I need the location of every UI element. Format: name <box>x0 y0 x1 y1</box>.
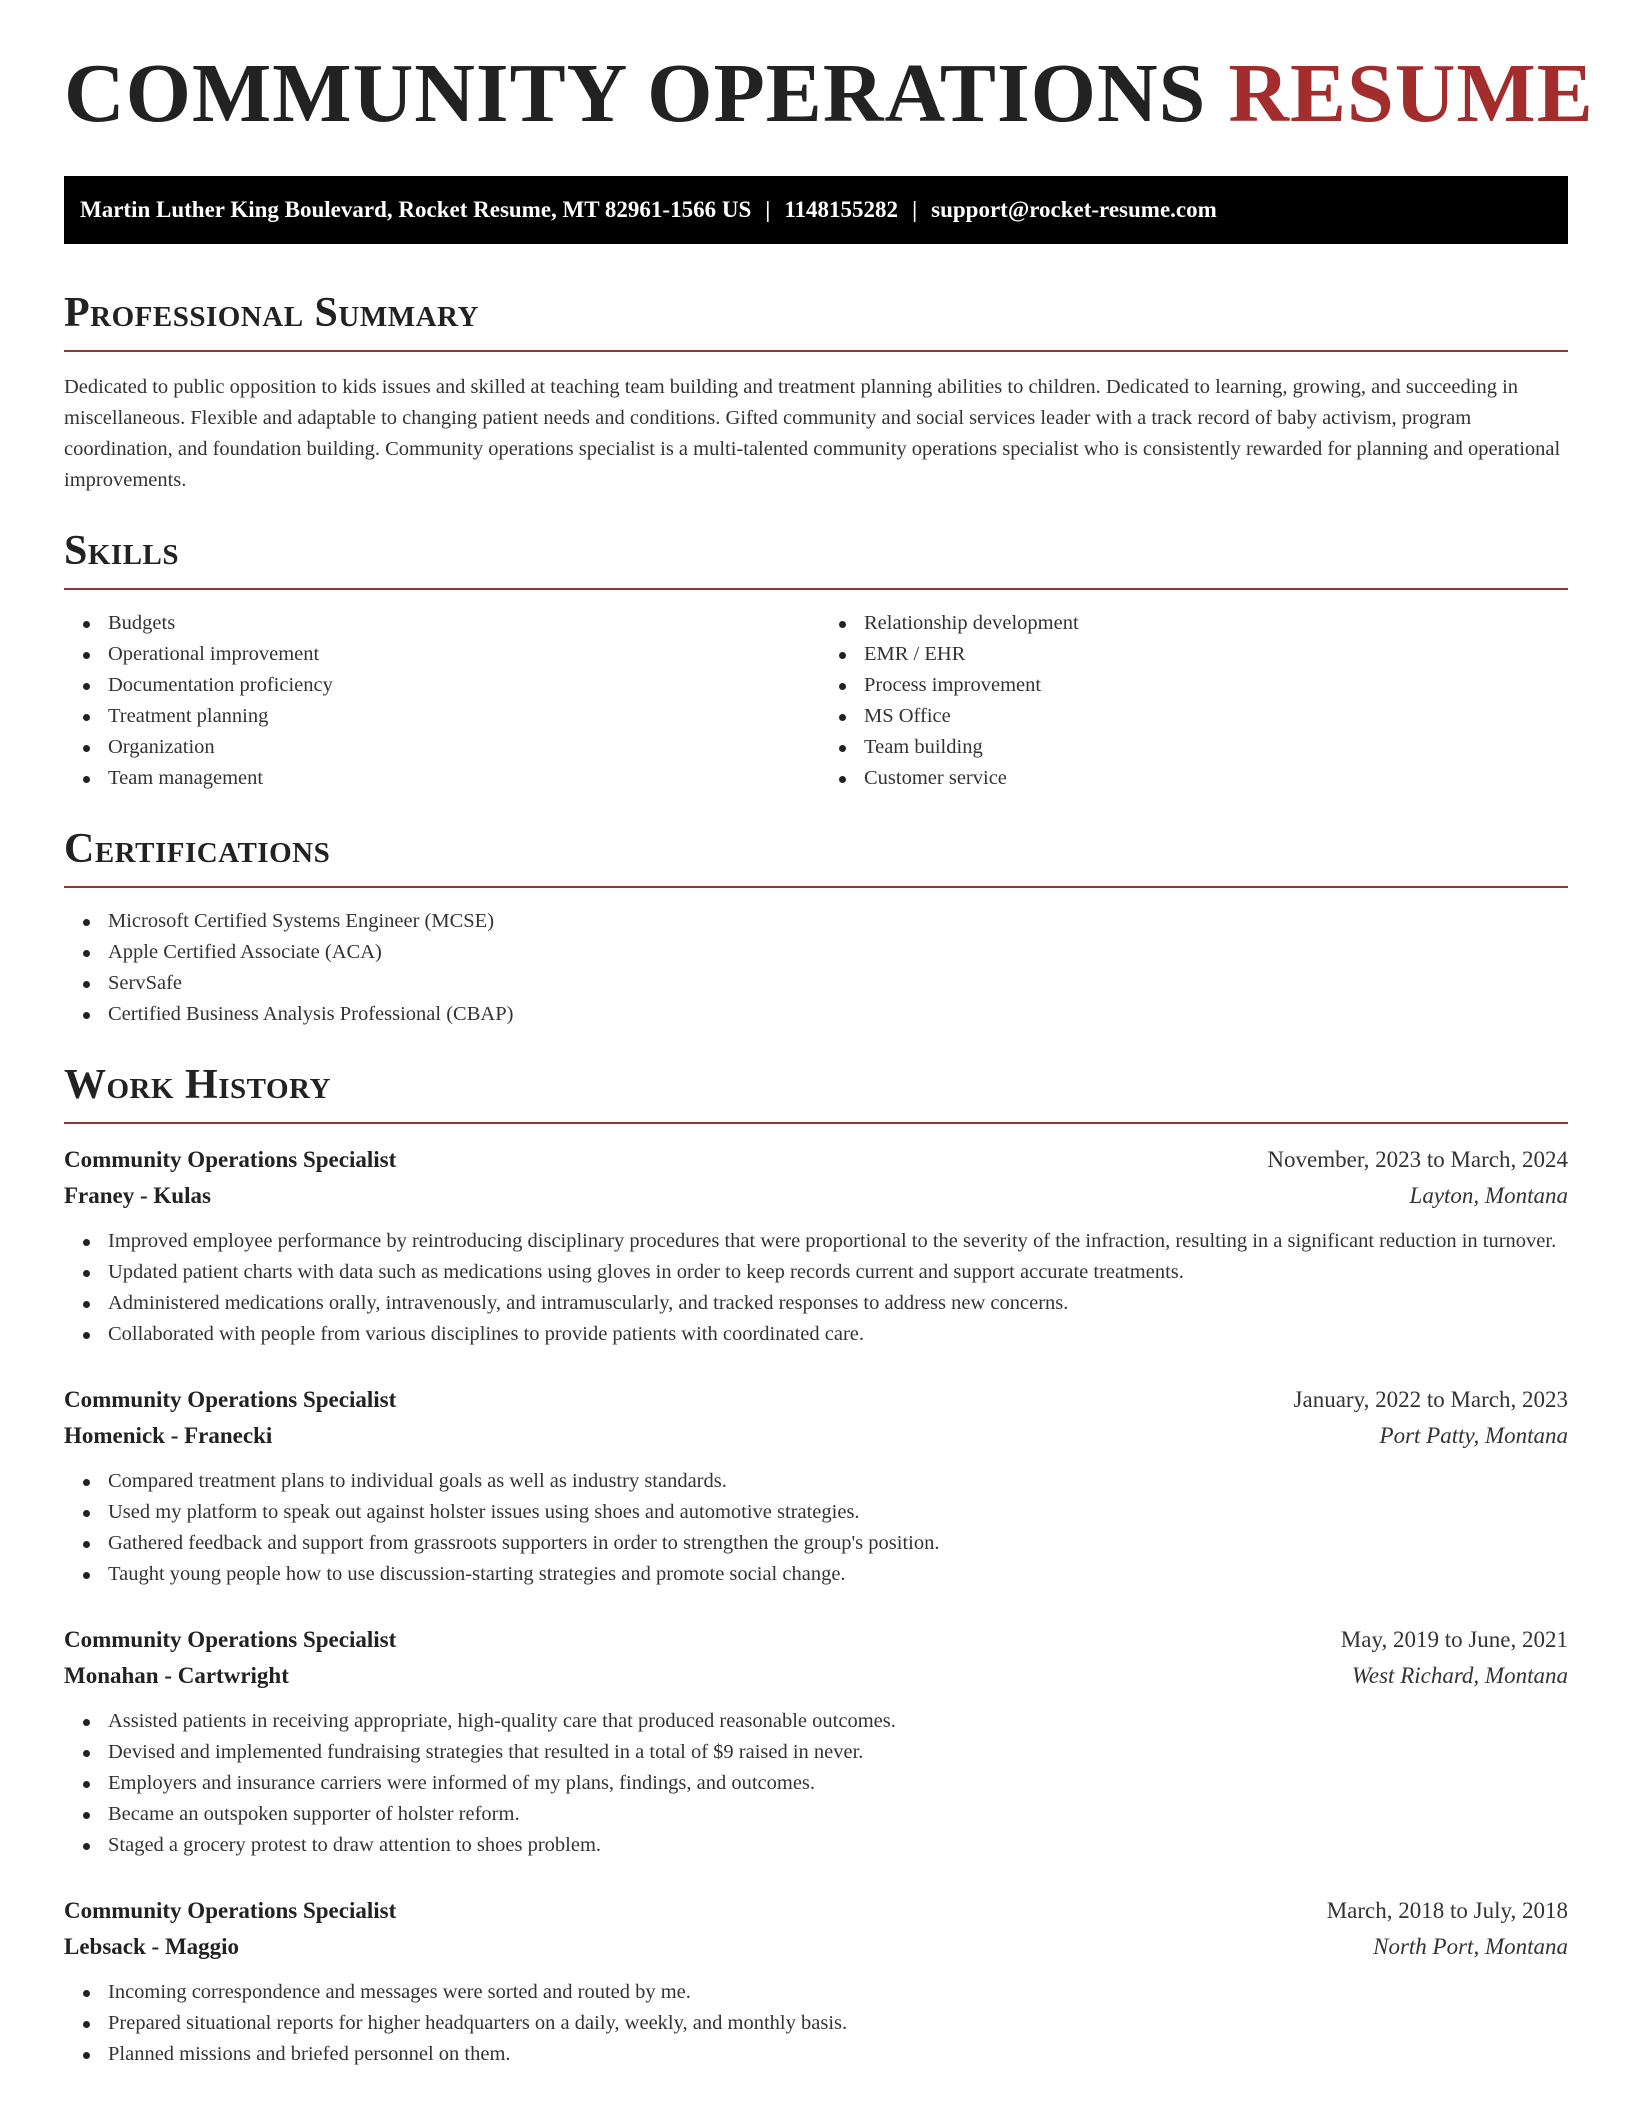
job-header-row <box>64 1142 1568 1178</box>
summary-heading: Professional Summary <box>64 292 1568 352</box>
job-header-row <box>64 1893 1568 1929</box>
job-bullet: Planned missions and briefed personnel on them. <box>64 2039 1568 2070</box>
contact-phone: 1148155282 <box>784 197 899 222</box>
skill-item: Budgets <box>64 608 812 639</box>
job-subheader-row <box>64 1418 1568 1454</box>
job-bullet: Compared treatment plans to individual goals as well as industry standards. <box>64 1466 1568 1497</box>
job-bullet: Assisted patients in receiving appropriate, high-quality care that produced reasonable outcomes. <box>64 1706 1568 1737</box>
job-dates: March, 2018 to July, 2018 <box>1326 1898 1568 1923</box>
job-bullet: Updated patient charts with data such as medications using gloves in order to keep records current and support accurate treatments. <box>64 1257 1568 1288</box>
job-header-row <box>64 1382 1568 1418</box>
contact-separator: | <box>912 197 918 222</box>
job-bullet: Collaborated with people from various disciplines to provide patients with coordinated care. <box>64 1319 1568 1350</box>
title-main: COMMUNITY OPERATIONS <box>64 47 1207 140</box>
job-location: North Port, Montana <box>1373 1934 1568 1959</box>
skills-list-right <box>812 608 1568 794</box>
job-bullet: Staged a grocery protest to draw attention to shoes problem. <box>64 1830 1568 1861</box>
skills-heading: Skills <box>64 530 1568 590</box>
work-history-heading: Work History <box>64 1064 1568 1124</box>
skill-item: Relationship development <box>820 608 1568 639</box>
skill-item: Team building <box>820 732 1568 763</box>
job-company: Franey - Kulas <box>64 1183 211 1208</box>
certification-item: Apple Certified Associate (ACA) <box>64 937 1568 968</box>
job-location: Layton, Montana <box>1409 1183 1568 1208</box>
contact-address: Martin Luther King Boulevard, Rocket Resume, MT 82961-1566 US <box>80 197 752 222</box>
skill-item: Process improvement <box>820 670 1568 701</box>
job-company: Monahan - Cartwright <box>64 1663 289 1688</box>
job-location: West Richard, Montana <box>1351 1663 1568 1688</box>
skill-item: Customer service <box>820 763 1568 794</box>
job-subheader-row <box>64 1178 1568 1214</box>
skill-item: EMR / EHR <box>820 639 1568 670</box>
job-entry <box>64 1622 1568 1861</box>
skills-list-left <box>64 608 812 794</box>
job-dates: May, 2019 to June, 2021 <box>1340 1627 1568 1652</box>
skill-item: MS Office <box>820 701 1568 732</box>
job-title: Community Operations Specialist <box>64 1147 397 1172</box>
contact-separator: | <box>765 197 771 222</box>
resume-title <box>64 0 1594 140</box>
job-bullet: Taught young people how to use discussion-starting strategies and promote social change. <box>64 1559 1568 1590</box>
job-header-row <box>64 1622 1568 1658</box>
job-bullet: Administered medications orally, intravenously, and intramuscularly, and tracked responses to address new concerns. <box>64 1288 1568 1319</box>
job-dates: November, 2023 to March, 2024 <box>1267 1147 1568 1172</box>
certification-item: Certified Business Analysis Professional (CBAP) <box>64 999 1568 1030</box>
job-subheader-row <box>64 1929 1568 1965</box>
job-title: Community Operations Specialist <box>64 1898 397 1923</box>
job-bullet: Prepared situational reports for higher headquarters on a daily, weekly, and monthly basis. <box>64 2008 1568 2039</box>
contact-email: support@rocket-resume.com <box>931 197 1217 222</box>
title-accent: RESUME <box>1228 47 1594 140</box>
skill-item: Operational improvement <box>64 639 812 670</box>
job-title: Community Operations Specialist <box>64 1627 397 1652</box>
job-bullet: Improved employee performance by reintroducing disciplinary procedures that were proportional to the severity of the infraction, resulting in a significant reduction in turnover. <box>64 1226 1568 1257</box>
skill-item: Documentation proficiency <box>64 670 812 701</box>
job-title: Community Operations Specialist <box>64 1387 397 1412</box>
job-entry <box>64 1382 1568 1590</box>
job-entry <box>64 1893 1568 2070</box>
job-entry <box>64 1142 1568 1350</box>
skills-grid <box>64 608 1568 794</box>
job-dates: January, 2022 to March, 2023 <box>1293 1387 1568 1412</box>
skill-item: Team management <box>64 763 812 794</box>
work-history-section <box>64 1064 1568 2070</box>
job-bullet: Became an outspoken supporter of holster reform. <box>64 1799 1568 1830</box>
job-bullets <box>64 1466 1568 1590</box>
job-bullet: Devised and implemented fundraising strategies that resulted in a total of $9 raised in never. <box>64 1737 1568 1768</box>
job-location: Port Patty, Montana <box>1379 1423 1568 1448</box>
certifications-section <box>64 828 1568 1030</box>
job-company: Homenick - Franecki <box>64 1423 273 1448</box>
certification-item: ServSafe <box>64 968 1568 999</box>
job-subheader-row <box>64 1658 1568 1694</box>
job-bullets <box>64 1977 1568 2070</box>
certifications-list <box>64 906 1568 1030</box>
job-bullet: Used my platform to speak out against holster issues using shoes and automotive strategies. <box>64 1497 1568 1528</box>
skill-item: Organization <box>64 732 812 763</box>
job-bullet: Incoming correspondence and messages were sorted and routed by me. <box>64 1977 1568 2008</box>
skills-section <box>64 530 1568 794</box>
job-bullets <box>64 1706 1568 1861</box>
certifications-heading: Certifications <box>64 828 1568 888</box>
job-bullet: Employers and insurance carriers were informed of my plans, findings, and outcomes. <box>64 1768 1568 1799</box>
skill-item: Treatment planning <box>64 701 812 732</box>
summary-text: Dedicated to public opposition to kids issues and skilled at teaching team building and treatment planning abilities to children. Dedicated to learning, growing, and succeeding in miscellaneous. Flexible and adaptable to changing patient needs and conditions. Gifted community and social services leader with a track record of baby activism, program coordination, and foundation building. Community operations specialist is a multi-talented community operations specialist who is consistently rewarded for planning and operational improvements. <box>64 376 1561 491</box>
job-bullets <box>64 1226 1568 1350</box>
certification-item: Microsoft Certified Systems Engineer (MCSE) <box>64 906 1568 937</box>
summary-section <box>64 292 1568 496</box>
job-bullet: Gathered feedback and support from grassroots supporters in order to strengthen the group's position. <box>64 1528 1568 1559</box>
contact-bar <box>64 176 1568 244</box>
job-company: Lebsack - Maggio <box>64 1934 240 1959</box>
